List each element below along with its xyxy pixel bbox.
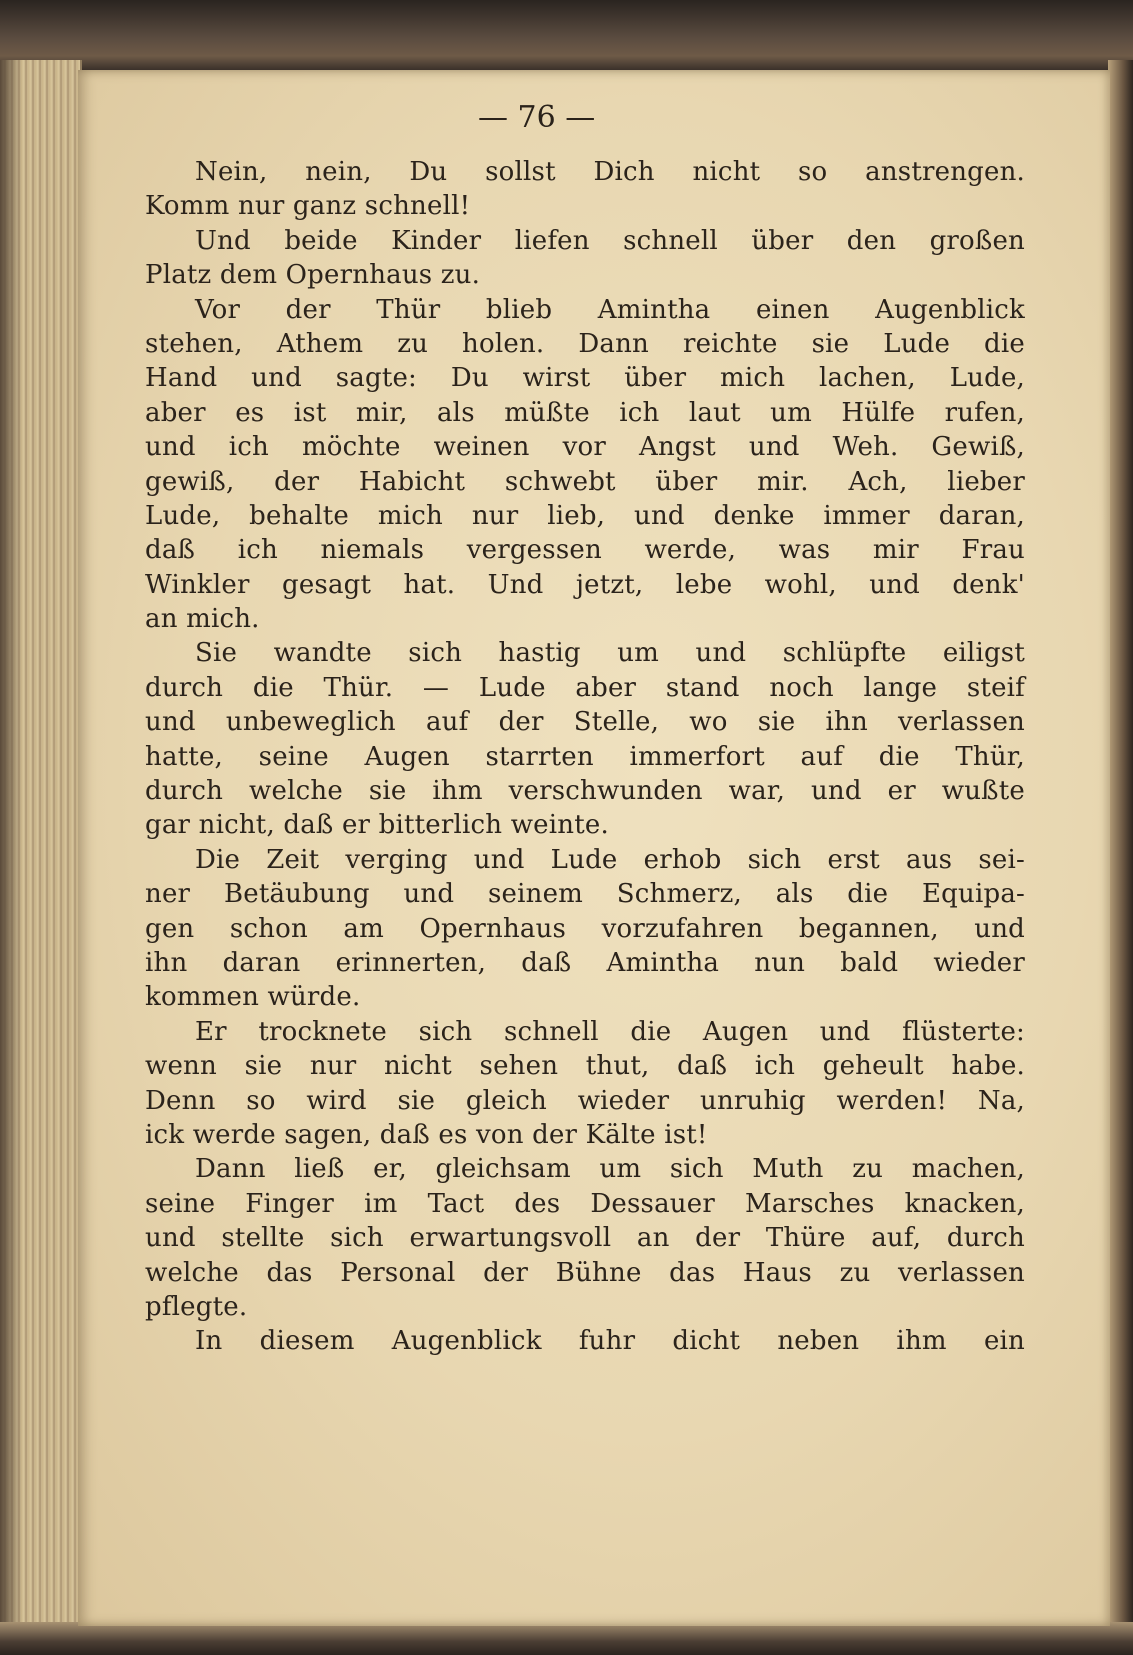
page-number: — 76 — <box>478 100 596 135</box>
text-line: In diesem Augenblick fuhr dicht neben ihm ein <box>195 1326 1025 1357</box>
text-line: an mich. <box>145 604 260 635</box>
text-line: kommen würde. <box>145 982 361 1013</box>
text-line: ihn daran erinnerten, daß Amintha nun bald wieder <box>145 947 1025 978</box>
text-line: und stellte sich erwartungsvoll an der Thüre auf, durch <box>145 1223 1025 1254</box>
text-line: Platz dem Opernhaus zu. <box>145 260 481 291</box>
text-line: Denn so wird sie gleich wieder unruhig werden! Na, <box>145 1085 1025 1116</box>
text-line: Winkler gesagt hat. Und jetzt, lebe wohl, und denk' <box>145 569 1025 600</box>
text-line: seine Finger im Tact des Dessauer Marsches knacken, <box>145 1188 1025 1219</box>
text-line: und unbeweglich auf der Stelle, wo sie ihn verlassen <box>145 707 1025 738</box>
text-line: Die Zeit verging und Lude erhob sich erst aus sei- <box>195 844 1025 875</box>
text-line: durch welche sie ihm verschwunden war, und er wußte <box>145 776 1025 807</box>
text-line: ner Betäubung und seinem Schmerz, als die Equipa- <box>145 879 1025 910</box>
text-line: Vor der Thür blieb Amintha einen Augenblick <box>195 294 1025 325</box>
text-line: durch die Thür. — Lude aber stand noch lange steif <box>145 672 1025 703</box>
page-text-block <box>145 155 1025 1359</box>
text-line: gewiß, der Habicht schwebt über mir. Ach, lieber <box>145 466 1025 497</box>
text-line: Er trocknete sich schnell die Augen und flüsterte: <box>195 1016 1025 1047</box>
text-line: gen schon am Opernhaus vorzufahren begannen, und <box>145 913 1025 944</box>
text-line: Sie wandte sich hastig um und schlüpfte eiligst <box>195 638 1025 669</box>
text-line: Komm nur ganz schnell! <box>145 191 471 222</box>
text-line: Dann ließ er, gleichsam um sich Muth zu machen, <box>195 1154 1025 1185</box>
text-line: Hand und sagte: Du wirst über mich lachen, Lude, <box>145 363 1025 394</box>
text-line: und ich möchte weinen vor Angst und Weh. Gewiß, <box>145 432 1025 463</box>
text-line: aber es ist mir, als müßte ich laut um Hülfe rufen, <box>145 397 1025 428</box>
text-line: daß ich niemals vergessen werde, was mir Frau <box>145 535 1025 566</box>
text-line: Nein, nein, Du sollst Dich nicht so anstrengen. <box>195 157 1025 187</box>
text-line: hatte, seine Augen starrten immerfort auf die Thür, <box>145 741 1025 772</box>
text-line: stehen, Athem zu holen. Dann reichte sie Lude die <box>145 328 1025 359</box>
book-bottom-edge <box>0 1622 1133 1655</box>
book-right-edge <box>1108 60 1133 1630</box>
text-line: welche das Personal der Bühne das Haus zu verlassen <box>145 1257 1025 1288</box>
text-line: Lude, behalte mich nur lieb, und denke immer daran, <box>145 500 1025 531</box>
text-line: ick werde sagen, daß es von der Kälte ist! <box>145 1119 708 1150</box>
text-line: Und beide Kinder liefen schnell über den großen <box>195 225 1025 256</box>
text-line: gar nicht, daß er bitterlich weinte. <box>145 810 609 841</box>
text-line: pflegte. <box>145 1291 248 1322</box>
text-line: wenn sie nur nicht sehen thut, daß ich geheult habe. <box>145 1051 1025 1082</box>
page-edge-shadow <box>0 60 22 1630</box>
book-binding-top <box>0 0 1133 70</box>
